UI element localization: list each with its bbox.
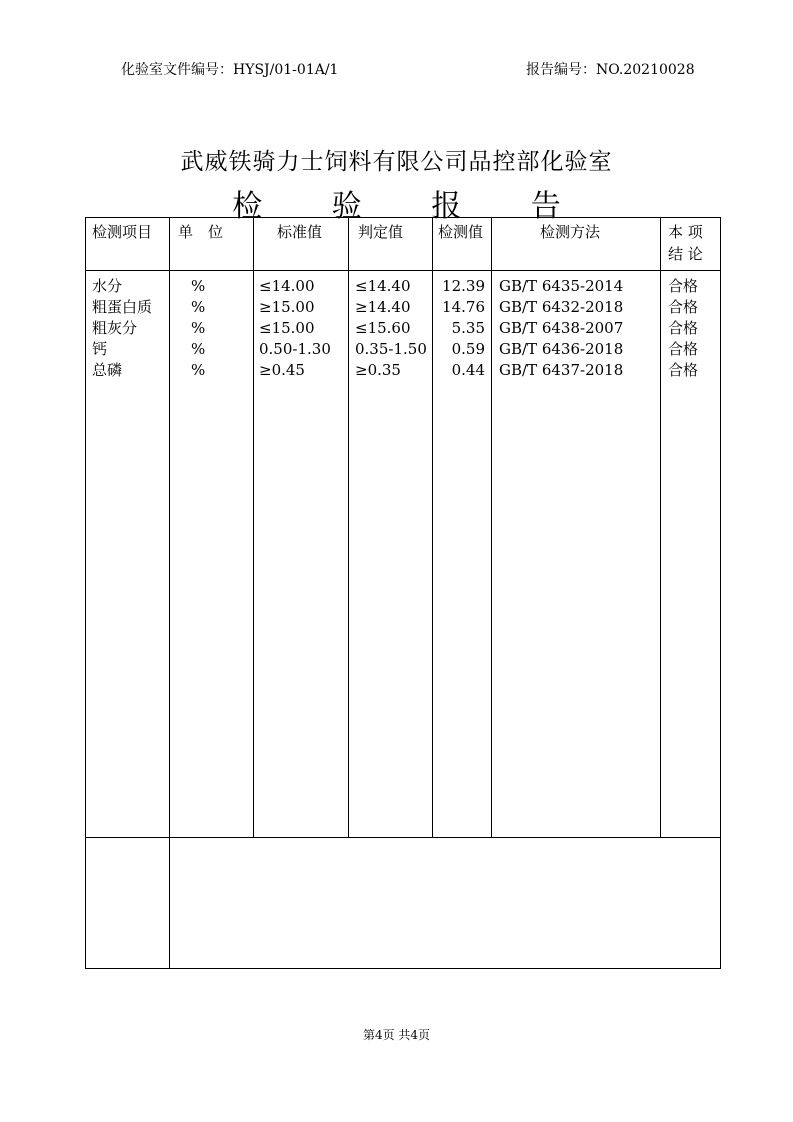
table-cell-standard: ≥15.00 [259, 298, 315, 316]
organization-name: 武威铁骑力士饲料有限公司品控部化验室 [180, 149, 613, 175]
table-cell-method: GB/T 6437-2018 [499, 361, 624, 379]
table-cell-standard: ≤15.00 [259, 319, 315, 337]
table-cell-measured: 0.59 [451, 340, 485, 358]
header-standard: 标准值 [277, 223, 323, 241]
table-cell-judgment: ≤14.40 [355, 277, 411, 295]
column-divider [660, 217, 661, 837]
table-cell-method: GB/T 6432-2018 [499, 298, 624, 316]
table-cell-conclusion: 合格 [668, 277, 699, 295]
table-cell-conclusion: 合格 [668, 340, 699, 358]
table-cell-measured: 14.76 [442, 298, 485, 316]
table-cell-judgment: 0.35-1.50 [355, 340, 427, 358]
header-item: 检测项目 [92, 223, 153, 241]
table-cell-conclusion: 合格 [668, 298, 699, 316]
table-cell-measured: 0.44 [451, 361, 485, 379]
table-cell-item: 钙 [92, 340, 108, 358]
header-measured: 检测值 [438, 223, 484, 241]
table-cell-unit: % [191, 361, 206, 379]
header-conclusion-line2: 结 论 [668, 245, 703, 263]
table-cell-judgment: ≥0.35 [355, 361, 401, 379]
table-cell-unit: % [191, 319, 206, 337]
table-cell-item: 总磷 [92, 361, 123, 379]
table-cell-method: GB/T 6436-2018 [499, 340, 624, 358]
column-divider [348, 217, 349, 837]
table-cell-standard: ≤14.00 [259, 277, 315, 295]
table-cell-method: GB/T 6438-2007 [499, 319, 624, 337]
table-cell-measured: 12.39 [442, 277, 485, 295]
table-cell-measured: 5.35 [451, 319, 485, 337]
table-cell-item: 粗灰分 [92, 319, 138, 337]
document-number: 化验室文件编号：HYSJ/01-01A/1 [121, 62, 339, 78]
header-unit: 单 位 [178, 223, 224, 241]
table-cell-judgment: ≥14.40 [355, 298, 411, 316]
unit-column [191, 276, 205, 381]
standard-column [259, 276, 331, 381]
table-cell-standard: ≥0.45 [259, 361, 305, 379]
table-cell-unit: % [191, 277, 206, 295]
judgment-column [355, 276, 427, 381]
column-divider [253, 217, 254, 837]
header-judgment: 判定值 [358, 223, 404, 241]
report-number: 报告编号：NO.20210028 [526, 62, 695, 78]
table-cell-judgment: ≤15.60 [355, 319, 411, 337]
table-cell-unit: % [191, 298, 206, 316]
table-cell-item: 水分 [92, 277, 123, 295]
conclusion-column [668, 276, 698, 381]
report-title: 检 验 报 告 [232, 189, 591, 224]
measured-column [433, 276, 485, 381]
column-divider [169, 217, 170, 969]
header-conclusion-line1: 本 项 [668, 223, 703, 241]
table-cell-conclusion: 合格 [668, 361, 699, 379]
table-cell-item: 粗蛋白质 [92, 298, 153, 316]
header-method: 检测方法 [540, 223, 601, 241]
table-cell-unit: % [191, 340, 206, 358]
header-divider [85, 270, 721, 271]
page-number: 第4页 共4页 [362, 1028, 431, 1042]
method-column [499, 276, 623, 381]
section-divider [85, 837, 721, 838]
table-cell-standard: 0.50-1.30 [259, 340, 331, 358]
table-cell-method: GB/T 6435-2014 [499, 277, 624, 295]
table-cell-conclusion: 合格 [668, 319, 699, 337]
item-column [92, 276, 152, 381]
column-divider [491, 217, 492, 837]
